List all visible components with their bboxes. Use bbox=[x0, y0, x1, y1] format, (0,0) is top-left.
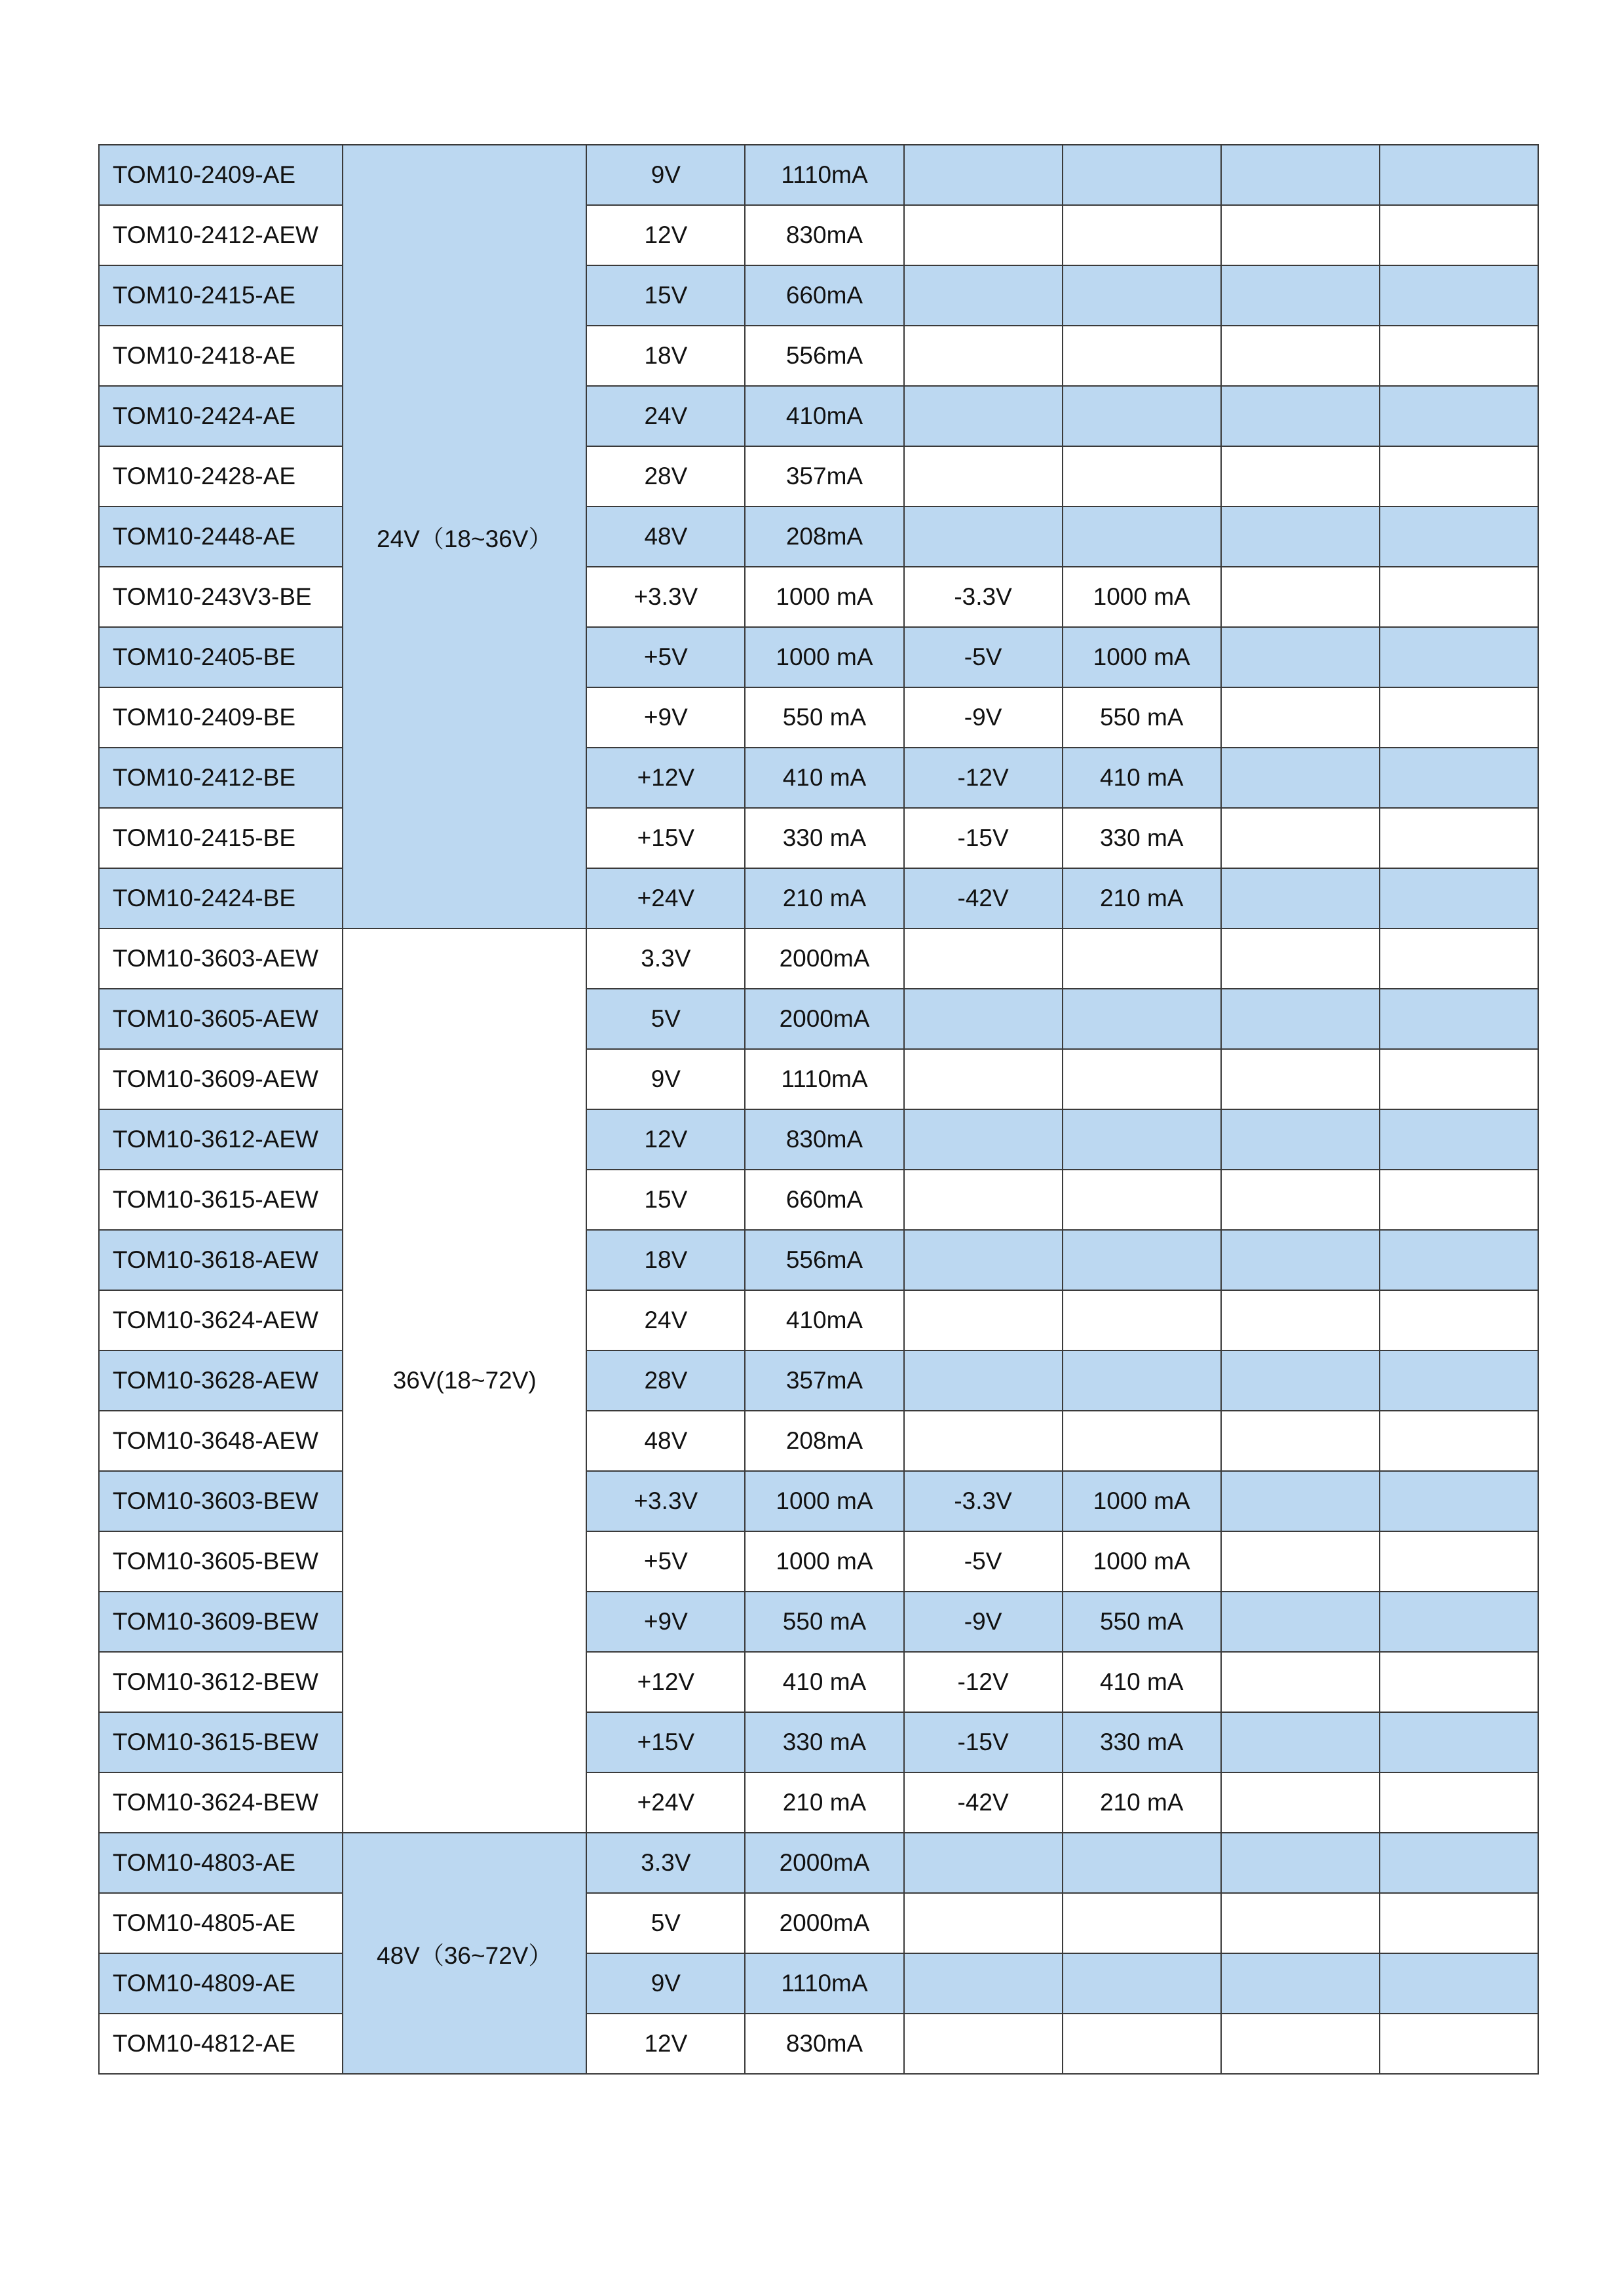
empty-cell-2 bbox=[1380, 567, 1538, 627]
model-cell: TOM10-3609-AEW bbox=[99, 1049, 343, 1109]
output-voltage-2-cell bbox=[904, 446, 1063, 507]
output-voltage-1-cell: 48V bbox=[586, 507, 745, 567]
output-voltage-2-cell: -9V bbox=[904, 1592, 1063, 1652]
output-voltage-1-cell: 3.3V bbox=[586, 928, 745, 989]
empty-cell-1 bbox=[1221, 1109, 1380, 1170]
empty-cell-2 bbox=[1380, 386, 1538, 446]
empty-cell-1 bbox=[1221, 1170, 1380, 1230]
output-current-1-cell: 550 mA bbox=[745, 1592, 903, 1652]
output-voltage-2-cell: -42V bbox=[904, 1772, 1063, 1833]
table-row bbox=[99, 1712, 1538, 1772]
output-current-2-cell bbox=[1063, 1290, 1221, 1350]
empty-cell-2 bbox=[1380, 1049, 1538, 1109]
output-current-1-cell: 1110mA bbox=[745, 1049, 903, 1109]
output-voltage-1-cell: +12V bbox=[586, 1652, 745, 1712]
empty-cell-2 bbox=[1380, 1290, 1538, 1350]
model-cell: TOM10-2409-BE bbox=[99, 687, 343, 748]
empty-cell-1 bbox=[1221, 989, 1380, 1049]
output-voltage-2-cell bbox=[904, 1350, 1063, 1411]
output-current-2-cell: 410 mA bbox=[1063, 748, 1221, 808]
model-cell: TOM10-2415-AE bbox=[99, 265, 343, 326]
output-current-2-cell: 330 mA bbox=[1063, 1712, 1221, 1772]
model-cell: TOM10-2424-AE bbox=[99, 386, 343, 446]
table-row bbox=[99, 1290, 1538, 1350]
model-cell: TOM10-4805-AE bbox=[99, 1893, 343, 1953]
output-voltage-1-cell: 18V bbox=[586, 326, 745, 386]
output-current-1-cell: 2000mA bbox=[745, 1833, 903, 1893]
output-current-1-cell: 208mA bbox=[745, 507, 903, 567]
output-current-1-cell: 1000 mA bbox=[745, 567, 903, 627]
table-row bbox=[99, 808, 1538, 868]
output-current-2-cell bbox=[1063, 1049, 1221, 1109]
output-voltage-2-cell bbox=[904, 1049, 1063, 1109]
output-current-2-cell bbox=[1063, 1230, 1221, 1290]
model-cell: TOM10-2412-AEW bbox=[99, 205, 343, 265]
output-current-2-cell bbox=[1063, 326, 1221, 386]
output-current-2-cell: 210 mA bbox=[1063, 868, 1221, 928]
table-row bbox=[99, 868, 1538, 928]
model-cell: TOM10-2428-AE bbox=[99, 446, 343, 507]
table-row bbox=[99, 1833, 1538, 1893]
model-cell: TOM10-2409-AE bbox=[99, 145, 343, 205]
output-voltage-1-cell: +5V bbox=[586, 627, 745, 687]
output-current-1-cell: 556mA bbox=[745, 326, 903, 386]
output-voltage-2-cell: -42V bbox=[904, 868, 1063, 928]
output-voltage-1-cell: 28V bbox=[586, 446, 745, 507]
model-cell: TOM10-4803-AE bbox=[99, 1833, 343, 1893]
input-voltage-cell: 24V（18~36V） bbox=[343, 145, 586, 928]
empty-cell-2 bbox=[1380, 446, 1538, 507]
output-voltage-2-cell: -9V bbox=[904, 687, 1063, 748]
empty-cell-1 bbox=[1221, 1652, 1380, 1712]
output-current-2-cell bbox=[1063, 989, 1221, 1049]
output-current-2-cell bbox=[1063, 1350, 1221, 1411]
output-voltage-1-cell: 15V bbox=[586, 265, 745, 326]
output-current-1-cell: 357mA bbox=[745, 1350, 903, 1411]
output-current-1-cell: 410 mA bbox=[745, 748, 903, 808]
model-cell: TOM10-3605-AEW bbox=[99, 989, 343, 1049]
output-voltage-1-cell: 24V bbox=[586, 386, 745, 446]
model-cell: TOM10-3609-BEW bbox=[99, 1592, 343, 1652]
model-cell: TOM10-3605-BEW bbox=[99, 1531, 343, 1592]
spec-table-body bbox=[99, 145, 1538, 2074]
table-row bbox=[99, 205, 1538, 265]
output-voltage-2-cell: -3.3V bbox=[904, 1471, 1063, 1531]
table-row bbox=[99, 1953, 1538, 2014]
output-current-1-cell: 660mA bbox=[745, 1170, 903, 1230]
table-row bbox=[99, 687, 1538, 748]
model-cell: TOM10-4812-AE bbox=[99, 2014, 343, 2074]
empty-cell-1 bbox=[1221, 928, 1380, 989]
output-current-1-cell: 1000 mA bbox=[745, 1471, 903, 1531]
table-row bbox=[99, 507, 1538, 567]
model-cell: TOM10-2424-BE bbox=[99, 868, 343, 928]
output-voltage-1-cell: 48V bbox=[586, 1411, 745, 1471]
output-voltage-2-cell bbox=[904, 989, 1063, 1049]
output-voltage-1-cell: 9V bbox=[586, 1049, 745, 1109]
output-current-2-cell: 1000 mA bbox=[1063, 627, 1221, 687]
output-voltage-2-cell: -15V bbox=[904, 808, 1063, 868]
output-current-1-cell: 1000 mA bbox=[745, 1531, 903, 1592]
empty-cell-1 bbox=[1221, 1592, 1380, 1652]
output-current-1-cell: 1110mA bbox=[745, 145, 903, 205]
output-voltage-2-cell: -5V bbox=[904, 1531, 1063, 1592]
empty-cell-1 bbox=[1221, 1290, 1380, 1350]
empty-cell-2 bbox=[1380, 1230, 1538, 1290]
empty-cell-2 bbox=[1380, 265, 1538, 326]
table-row bbox=[99, 446, 1538, 507]
model-cell: TOM10-2405-BE bbox=[99, 627, 343, 687]
empty-cell-1 bbox=[1221, 808, 1380, 868]
empty-cell-1 bbox=[1221, 687, 1380, 748]
output-voltage-2-cell: -12V bbox=[904, 1652, 1063, 1712]
empty-cell-2 bbox=[1380, 627, 1538, 687]
model-cell: TOM10-3615-BEW bbox=[99, 1712, 343, 1772]
output-current-1-cell: 330 mA bbox=[745, 808, 903, 868]
empty-cell-1 bbox=[1221, 1471, 1380, 1531]
empty-cell-2 bbox=[1380, 1170, 1538, 1230]
output-voltage-2-cell bbox=[904, 1411, 1063, 1471]
table-row bbox=[99, 1772, 1538, 1833]
model-cell: TOM10-243V3-BE bbox=[99, 567, 343, 627]
empty-cell-1 bbox=[1221, 2014, 1380, 2074]
output-current-1-cell: 660mA bbox=[745, 265, 903, 326]
table-row bbox=[99, 989, 1538, 1049]
table-row bbox=[99, 145, 1538, 205]
empty-cell-2 bbox=[1380, 1471, 1538, 1531]
output-voltage-2-cell: -15V bbox=[904, 1712, 1063, 1772]
output-voltage-1-cell: 5V bbox=[586, 1893, 745, 1953]
empty-cell-1 bbox=[1221, 507, 1380, 567]
output-current-1-cell: 1000 mA bbox=[745, 627, 903, 687]
output-current-2-cell bbox=[1063, 386, 1221, 446]
empty-cell-2 bbox=[1380, 2014, 1538, 2074]
empty-cell-2 bbox=[1380, 1772, 1538, 1833]
output-current-2-cell bbox=[1063, 265, 1221, 326]
output-current-2-cell bbox=[1063, 205, 1221, 265]
model-cell: TOM10-3624-BEW bbox=[99, 1772, 343, 1833]
output-current-1-cell: 830mA bbox=[745, 1109, 903, 1170]
output-voltage-1-cell: +24V bbox=[586, 1772, 745, 1833]
model-cell: TOM10-3628-AEW bbox=[99, 1350, 343, 1411]
output-voltage-2-cell bbox=[904, 1170, 1063, 1230]
model-cell: TOM10-3624-AEW bbox=[99, 1290, 343, 1350]
output-current-1-cell: 410 mA bbox=[745, 1652, 903, 1712]
model-cell: TOM10-3612-BEW bbox=[99, 1652, 343, 1712]
output-current-2-cell: 1000 mA bbox=[1063, 1531, 1221, 1592]
output-current-2-cell: 550 mA bbox=[1063, 687, 1221, 748]
output-voltage-2-cell bbox=[904, 386, 1063, 446]
output-voltage-1-cell: +15V bbox=[586, 1712, 745, 1772]
empty-cell-2 bbox=[1380, 1411, 1538, 1471]
output-voltage-2-cell bbox=[904, 265, 1063, 326]
output-current-1-cell: 556mA bbox=[745, 1230, 903, 1290]
output-voltage-1-cell: 18V bbox=[586, 1230, 745, 1290]
input-voltage-cell: 36V(18~72V) bbox=[343, 928, 586, 1833]
output-current-2-cell bbox=[1063, 1833, 1221, 1893]
output-voltage-1-cell: +24V bbox=[586, 868, 745, 928]
output-current-1-cell: 2000mA bbox=[745, 928, 903, 989]
empty-cell-2 bbox=[1380, 1531, 1538, 1592]
table-row bbox=[99, 1109, 1538, 1170]
table-row bbox=[99, 1471, 1538, 1531]
table-row bbox=[99, 1170, 1538, 1230]
model-cell: TOM10-2415-BE bbox=[99, 808, 343, 868]
output-current-2-cell bbox=[1063, 446, 1221, 507]
table-row bbox=[99, 1049, 1538, 1109]
table-row bbox=[99, 386, 1538, 446]
spec-table bbox=[98, 144, 1539, 2075]
empty-cell-1 bbox=[1221, 386, 1380, 446]
empty-cell-1 bbox=[1221, 1833, 1380, 1893]
output-voltage-1-cell: 5V bbox=[586, 989, 745, 1049]
table-row bbox=[99, 1411, 1538, 1471]
output-voltage-1-cell: 24V bbox=[586, 1290, 745, 1350]
empty-cell-2 bbox=[1380, 748, 1538, 808]
empty-cell-1 bbox=[1221, 748, 1380, 808]
output-current-2-cell: 210 mA bbox=[1063, 1772, 1221, 1833]
empty-cell-1 bbox=[1221, 446, 1380, 507]
model-cell: TOM10-4809-AE bbox=[99, 1953, 343, 2014]
output-current-2-cell bbox=[1063, 1170, 1221, 1230]
model-cell: TOM10-3603-BEW bbox=[99, 1471, 343, 1531]
empty-cell-2 bbox=[1380, 687, 1538, 748]
output-voltage-1-cell: 3.3V bbox=[586, 1833, 745, 1893]
empty-cell-1 bbox=[1221, 1712, 1380, 1772]
table-row bbox=[99, 1230, 1538, 1290]
model-cell: TOM10-2418-AE bbox=[99, 326, 343, 386]
output-current-1-cell: 1110mA bbox=[745, 1953, 903, 2014]
empty-cell-1 bbox=[1221, 868, 1380, 928]
output-current-1-cell: 210 mA bbox=[745, 1772, 903, 1833]
table-row bbox=[99, 1652, 1538, 1712]
empty-cell-2 bbox=[1380, 1953, 1538, 2014]
empty-cell-1 bbox=[1221, 1350, 1380, 1411]
output-voltage-1-cell: +12V bbox=[586, 748, 745, 808]
empty-cell-1 bbox=[1221, 567, 1380, 627]
table-row bbox=[99, 1893, 1538, 1953]
empty-cell-2 bbox=[1380, 1712, 1538, 1772]
empty-cell-2 bbox=[1380, 1833, 1538, 1893]
output-voltage-2-cell bbox=[904, 1833, 1063, 1893]
output-voltage-2-cell bbox=[904, 928, 1063, 989]
empty-cell-1 bbox=[1221, 326, 1380, 386]
output-voltage-2-cell bbox=[904, 326, 1063, 386]
output-current-1-cell: 550 mA bbox=[745, 687, 903, 748]
model-cell: TOM10-2448-AE bbox=[99, 507, 343, 567]
output-voltage-1-cell: +5V bbox=[586, 1531, 745, 1592]
output-current-2-cell bbox=[1063, 145, 1221, 205]
output-voltage-2-cell bbox=[904, 1953, 1063, 2014]
output-voltage-1-cell: +9V bbox=[586, 687, 745, 748]
output-current-2-cell bbox=[1063, 1953, 1221, 2014]
output-current-2-cell bbox=[1063, 1411, 1221, 1471]
empty-cell-2 bbox=[1380, 989, 1538, 1049]
output-voltage-2-cell: -5V bbox=[904, 627, 1063, 687]
output-voltage-1-cell: 12V bbox=[586, 1109, 745, 1170]
table-row bbox=[99, 2014, 1538, 2074]
empty-cell-1 bbox=[1221, 1531, 1380, 1592]
output-voltage-2-cell bbox=[904, 205, 1063, 265]
output-current-2-cell bbox=[1063, 1893, 1221, 1953]
output-voltage-2-cell bbox=[904, 1893, 1063, 1953]
empty-cell-2 bbox=[1380, 507, 1538, 567]
table-row bbox=[99, 265, 1538, 326]
output-voltage-1-cell: +9V bbox=[586, 1592, 745, 1652]
output-voltage-2-cell bbox=[904, 2014, 1063, 2074]
output-current-1-cell: 410mA bbox=[745, 386, 903, 446]
output-current-2-cell bbox=[1063, 2014, 1221, 2074]
output-voltage-2-cell bbox=[904, 507, 1063, 567]
output-voltage-1-cell: 12V bbox=[586, 2014, 745, 2074]
empty-cell-2 bbox=[1380, 205, 1538, 265]
empty-cell-2 bbox=[1380, 928, 1538, 989]
empty-cell-2 bbox=[1380, 868, 1538, 928]
output-current-2-cell: 1000 mA bbox=[1063, 567, 1221, 627]
output-voltage-1-cell: 9V bbox=[586, 1953, 745, 2014]
output-voltage-1-cell: +3.3V bbox=[586, 567, 745, 627]
model-cell: TOM10-3618-AEW bbox=[99, 1230, 343, 1290]
output-voltage-1-cell: 28V bbox=[586, 1350, 745, 1411]
output-voltage-2-cell bbox=[904, 1230, 1063, 1290]
empty-cell-2 bbox=[1380, 1350, 1538, 1411]
table-row bbox=[99, 748, 1538, 808]
output-current-1-cell: 830mA bbox=[745, 205, 903, 265]
output-voltage-1-cell: 9V bbox=[586, 145, 745, 205]
table-row bbox=[99, 1531, 1538, 1592]
output-voltage-2-cell: -3.3V bbox=[904, 567, 1063, 627]
output-voltage-2-cell bbox=[904, 1109, 1063, 1170]
output-voltage-1-cell: 12V bbox=[586, 205, 745, 265]
input-voltage-cell: 48V（36~72V） bbox=[343, 1833, 586, 2074]
empty-cell-1 bbox=[1221, 205, 1380, 265]
table-row bbox=[99, 567, 1538, 627]
model-cell: TOM10-3603-AEW bbox=[99, 928, 343, 989]
empty-cell-1 bbox=[1221, 265, 1380, 326]
output-current-1-cell: 330 mA bbox=[745, 1712, 903, 1772]
output-current-1-cell: 410mA bbox=[745, 1290, 903, 1350]
output-voltage-2-cell: -12V bbox=[904, 748, 1063, 808]
empty-cell-1 bbox=[1221, 145, 1380, 205]
empty-cell-1 bbox=[1221, 1893, 1380, 1953]
output-current-2-cell: 550 mA bbox=[1063, 1592, 1221, 1652]
empty-cell-2 bbox=[1380, 808, 1538, 868]
empty-cell-1 bbox=[1221, 1230, 1380, 1290]
empty-cell-2 bbox=[1380, 1652, 1538, 1712]
empty-cell-2 bbox=[1380, 1592, 1538, 1652]
output-current-2-cell bbox=[1063, 1109, 1221, 1170]
output-current-2-cell: 410 mA bbox=[1063, 1652, 1221, 1712]
table-row bbox=[99, 928, 1538, 989]
empty-cell-1 bbox=[1221, 1772, 1380, 1833]
empty-cell-2 bbox=[1380, 145, 1538, 205]
model-cell: TOM10-2412-BE bbox=[99, 748, 343, 808]
output-current-1-cell: 208mA bbox=[745, 1411, 903, 1471]
output-voltage-1-cell: +3.3V bbox=[586, 1471, 745, 1531]
empty-cell-1 bbox=[1221, 1411, 1380, 1471]
output-current-1-cell: 2000mA bbox=[745, 989, 903, 1049]
empty-cell-1 bbox=[1221, 627, 1380, 687]
table-row bbox=[99, 1592, 1538, 1652]
table-row bbox=[99, 627, 1538, 687]
output-voltage-1-cell: +15V bbox=[586, 808, 745, 868]
output-current-1-cell: 2000mA bbox=[745, 1893, 903, 1953]
output-current-2-cell bbox=[1063, 928, 1221, 989]
empty-cell-2 bbox=[1380, 1893, 1538, 1953]
output-current-2-cell: 1000 mA bbox=[1063, 1471, 1221, 1531]
output-current-1-cell: 830mA bbox=[745, 2014, 903, 2074]
empty-cell-2 bbox=[1380, 326, 1538, 386]
output-current-1-cell: 210 mA bbox=[745, 868, 903, 928]
empty-cell-2 bbox=[1380, 1109, 1538, 1170]
empty-cell-1 bbox=[1221, 1049, 1380, 1109]
output-current-1-cell: 357mA bbox=[745, 446, 903, 507]
table-row bbox=[99, 326, 1538, 386]
empty-cell-1 bbox=[1221, 1953, 1380, 2014]
output-current-2-cell: 330 mA bbox=[1063, 808, 1221, 868]
table-row bbox=[99, 1350, 1538, 1411]
output-voltage-2-cell bbox=[904, 145, 1063, 205]
output-voltage-2-cell bbox=[904, 1290, 1063, 1350]
output-current-2-cell bbox=[1063, 507, 1221, 567]
model-cell: TOM10-3615-AEW bbox=[99, 1170, 343, 1230]
model-cell: TOM10-3612-AEW bbox=[99, 1109, 343, 1170]
model-cell: TOM10-3648-AEW bbox=[99, 1411, 343, 1471]
output-voltage-1-cell: 15V bbox=[586, 1170, 745, 1230]
